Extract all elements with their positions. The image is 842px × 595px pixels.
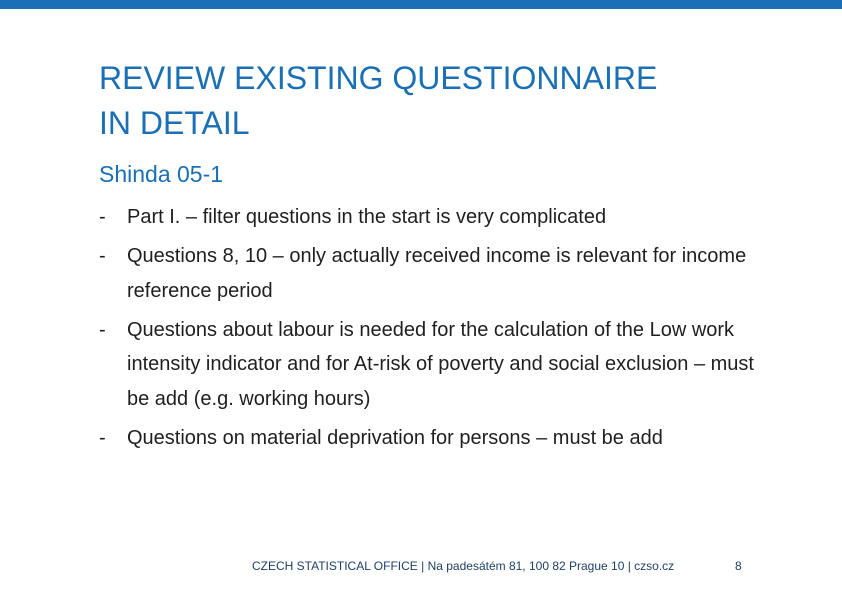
- bullet-text: Questions on material deprivation for persons – must be add: [127, 426, 663, 449]
- bullet-text: Questions about labour is needed for the calculation of the Low work intensity indicator and for At-risk of poverty and social exclusion – must be add (e.g. working hours): [127, 318, 754, 410]
- footer-text: CZECH STATISTICAL OFFICE | Na padesátém 81, 100 82 Prague 10 | czso.cz: [252, 559, 675, 573]
- top-accent-bar: [0, 0, 842, 9]
- slide-title-line-1: REVIEW EXISTING QUESTIONNAIRE: [99, 60, 658, 96]
- bullet-dash: -: [99, 245, 106, 267]
- slide-title-line-2: IN DETAIL: [99, 105, 250, 141]
- page-number: 8: [735, 559, 742, 573]
- bullet-dash: -: [99, 318, 106, 341]
- bullet-item: [99, 239, 759, 308]
- bullet-text: Part I. – filter questions in the start is very complicated: [127, 206, 607, 228]
- bullet-dash: -: [99, 206, 106, 228]
- bullet-list: [99, 200, 759, 460]
- slide-subtitle: Shinda 05-1: [99, 161, 224, 187]
- bullet-text: Questions 8, 10 – only actually received income is relevant for income reference period: [127, 245, 747, 302]
- bullet-item: [99, 421, 759, 456]
- bullet-item: [99, 200, 759, 235]
- bullet-item: [99, 313, 759, 417]
- bullet-dash: -: [99, 426, 106, 449]
- slide-title: [99, 56, 799, 146]
